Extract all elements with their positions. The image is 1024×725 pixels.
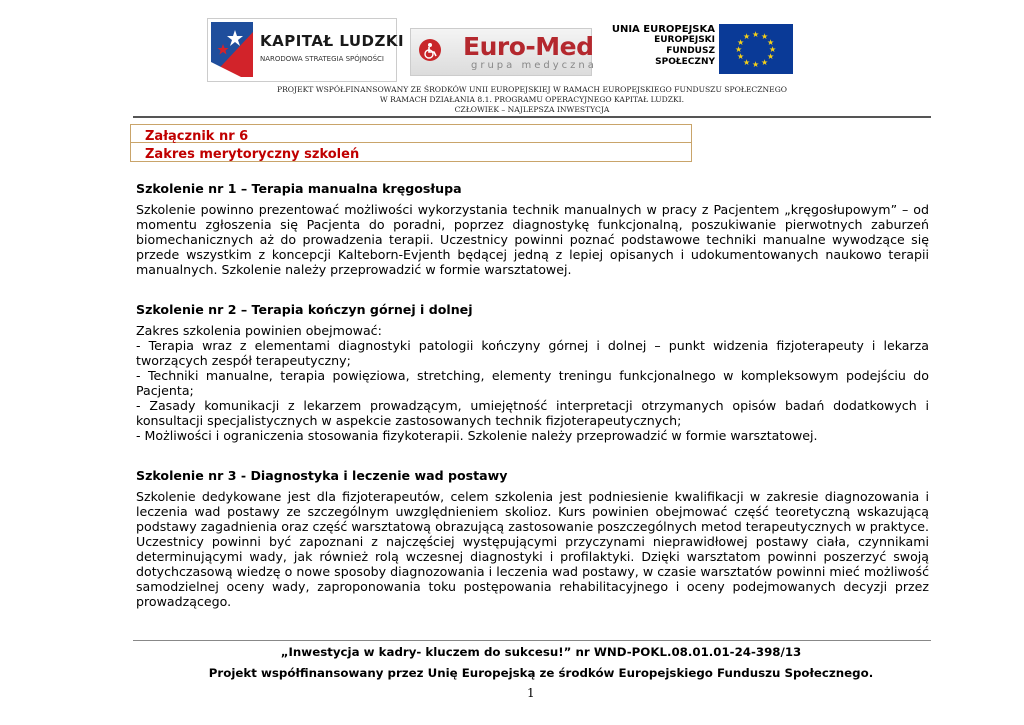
footer-divider <box>133 640 931 641</box>
eu-star: ★ <box>735 45 743 54</box>
header-divider <box>133 116 931 118</box>
eu-star: ★ <box>761 58 769 67</box>
eu-star: ★ <box>761 32 769 41</box>
header-logos <box>0 18 1024 80</box>
section-paragraph: Szkolenie dedykowane jest dla fizjoterapeutów, celem szkolenia jest podniesienie kwalifikacji w zakresie diagnozowania i leczenia wad postawy ze szczególnym uwzględnieniem skolioz. Kurs powinien obejmować część teoretyczną wskazującą podstawy zagadnienia oraz część warsztatową obrazującą zastosowanie poszczególnych metod terapeutycznych w praktyce. Uczestnicy powinni być zapoznani z najczęściej występującymi przyczynami nieprawidłowej postawy ciała, czynnikami determinującymi wady, jak również rolą wczesnej diagnostyki i profilaktyki. Dzięki warsztatom powinni poszerzyć swoją dotychczasową wiedzę o nowe sposoby diagnozowania i leczenia wad postawy, w czasie warsztatów powinni mieć możliwość samodzielnej oceny wady, zaproponowania toku postępowania rehabilitacyjnego i oceny podejmowanych decyzji przez prowadzącego. <box>136 489 929 609</box>
section-training-3 <box>136 468 929 609</box>
section-bullet: - Możliwości i ograniczenia stosowania fizykoterapii. Szkolenie należy przeprowadzić w formie warsztatowej. <box>136 428 818 443</box>
euro-med-logo <box>410 28 597 76</box>
ue-line-1: UNIA EUROPEJSKA <box>611 24 715 35</box>
section-bullet: - Zasady komunikacji z lekarzem prowadzącym, umiejętność interpretacji otrzymanych opisów badań dodatkowych i konsultacji specjalistycznych w aspekcie zastosowanych technik fizjoterapeutycznych; <box>136 398 929 428</box>
eu-star: ★ <box>752 60 760 69</box>
euro-med-subtitle: grupa medyczna <box>471 60 597 71</box>
euro-med-title: Euro-Med <box>463 32 594 61</box>
ue-efs-text <box>610 24 715 78</box>
eu-star: ★ <box>752 30 760 39</box>
kapital-ludzki-subtitle: NARODOWA STRATEGIA SPÓJNOŚCI <box>260 55 384 63</box>
page-number: 1 <box>527 686 535 700</box>
ue-line-2: EUROPEJSKI <box>654 35 715 45</box>
kapital-ludzki-flag-icon <box>211 22 253 77</box>
project-line-1: PROJEKT WSPÓŁFINANSOWANY ZE ŚRODKÓW UNII EUROPEJSKIEJ W RAMACH EUROPEJSKIEGO FUNDUSZU SPOŁECZNEGO <box>276 85 787 94</box>
scope-title: Zakres merytoryczny szkoleń <box>145 147 360 162</box>
eu-star: ★ <box>767 52 775 61</box>
project-line-3: CZŁOWIEK – NAJLEPSZA INWESTYCJA <box>454 105 610 114</box>
eu-flag-icon <box>719 24 793 74</box>
section-bullet: - Terapia wraz z elementami diagnostyki patologii kończyny górnej i dolnej – punkt widzenia fizjoterapeuty i lekarza tworzących zespół terapeutyczny; <box>136 338 929 368</box>
section-training-2 <box>136 302 929 443</box>
section-training-1 <box>136 181 929 277</box>
eu-star: ★ <box>767 38 775 47</box>
eu-star: ★ <box>737 52 745 61</box>
eu-star: ★ <box>743 58 751 67</box>
title-box <box>130 124 692 162</box>
section-heading: Szkolenie nr 3 - Diagnostyka i leczenie wad postawy <box>136 468 508 483</box>
document-body <box>136 181 929 634</box>
project-info <box>0 85 1024 115</box>
eu-star: ★ <box>743 32 751 41</box>
eu-star: ★ <box>737 38 745 47</box>
section-bullet: - Techniki manualne, terapia powięziowa, stretching, elementy treningu funkcjonalnego w kompleksowym podejściu do Pacjenta; <box>136 368 929 398</box>
kapital-ludzki-title: KAPITAŁ LUDZKI <box>260 32 405 50</box>
section-paragraph: Szkolenie powinno prezentować możliwości wykorzystania technik manualnych w pracy z Pacjentem „kręgosłupowym” – od momentu zgłoszenia się Pacjenta do poradni, poprzez diagnostykę funkcjonalną, poszukiwanie pierwotnych zaburzeń biomechanicznych aż do prowadzenia terapii. Uczestnicy powinni poznać podstawowe techniki manualne wywodzące się przede wszystkim z koncepcji Kalteborn-Evjenth będącej jedną z lepiej opisanych i udokumentowanych naukowo terapii manualnych. Szkolenie należy przeprowadzić w formie warsztatowej. <box>136 202 929 277</box>
section-heading: Szkolenie nr 2 – Terapia kończyn górnej i dolnej <box>136 302 473 317</box>
eu-star: ★ <box>769 45 777 54</box>
project-line-2: W RAMACH DZIAŁANIA 8.1. PROGRAMU OPERACYJNEGO KAPITAŁ LUDZKI. <box>379 95 685 104</box>
footer-line-2: Projekt współfinansowany przez Unię Europejską ze środków Europejskiego Funduszu Społecznego. <box>208 666 874 680</box>
footer-line-1: „Inwestycja w kadry- kluczem do sukcesu!” nr WND-POKL.08.01.01-24-398/13 <box>280 645 802 659</box>
ue-line-3: FUNDUSZ SPOŁECZNY <box>655 46 715 67</box>
wheelchair-icon <box>419 39 441 61</box>
attachment-title: Załącznik nr 6 <box>145 129 249 144</box>
kapital-ludzki-logo <box>207 18 405 82</box>
section-paragraph: Zakres szkolenia powinien obejmować: <box>136 323 382 338</box>
section-heading: Szkolenie nr 1 – Terapia manualna kręgosłupa <box>136 181 462 196</box>
